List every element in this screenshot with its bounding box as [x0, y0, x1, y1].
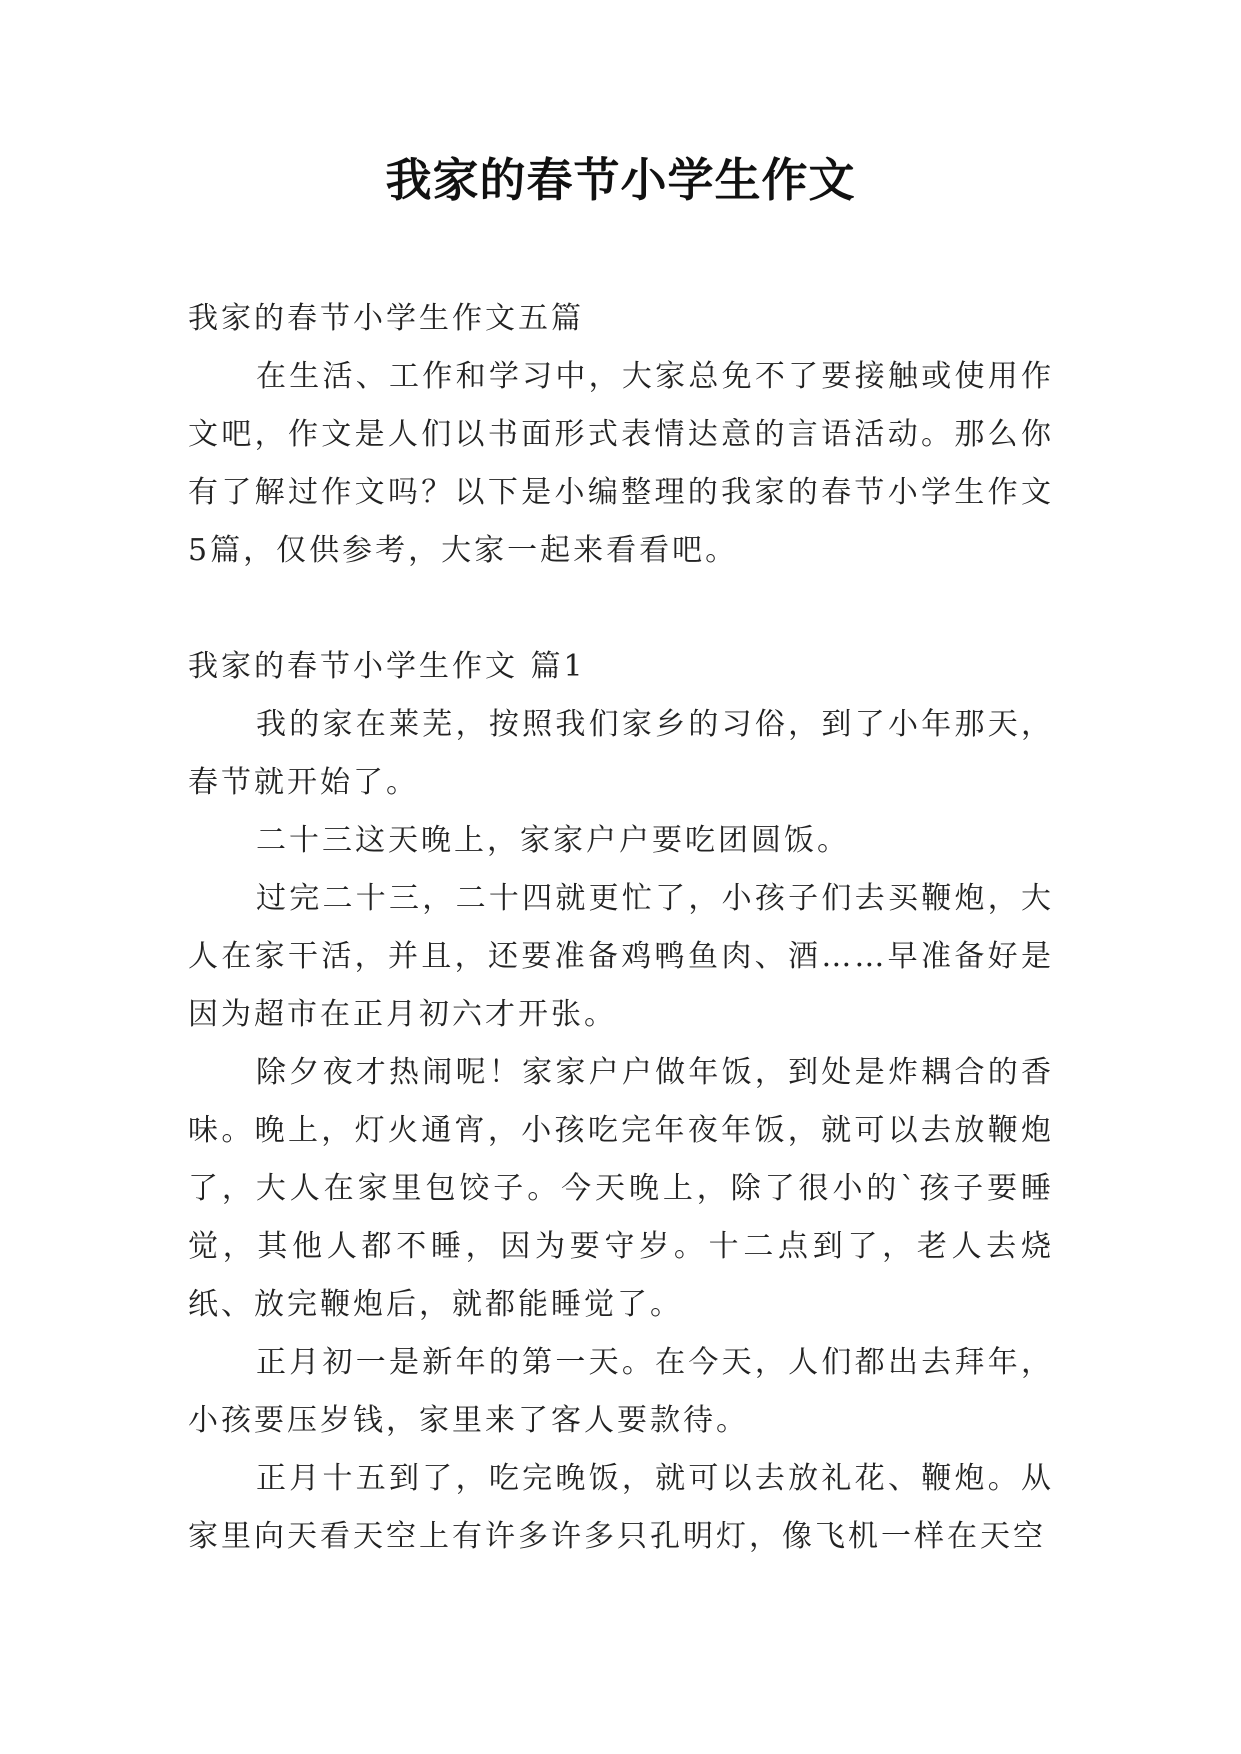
intro-paragraph: 在生活、工作和学习中，大家总免不了要接触或使用作文吧，作文是人们以书面形式表情达意的言语活动。那么你有了解过作文吗？以下是小编整理的我家的春节小学生作文5篇，仅供参考，大家一起来看看吧。 [188, 359, 1054, 568]
body-paragraph: 二十三这天晚上，家家户户要吃团圆饭。 [256, 823, 850, 858]
body-paragraph: 正月十五到了，吃完晚饭，就可以去放礼花、鞭炮。从家里向天看天空上有许多许多只孔明灯，像飞机一样在天空 [188, 1461, 1054, 1554]
section-heading: 我家的春节小学生作文 篇1 [188, 649, 586, 684]
document-subtitle: 我家的春节小学生作文五篇 [188, 301, 584, 336]
body-paragraph: 我的家在莱芜，按照我们家乡的习俗，到了小年那天，春节就开始了。 [188, 707, 1054, 800]
section-spacer [188, 580, 1054, 638]
document-title: 我家的春节小学生作文 [385, 153, 856, 207]
body-paragraph: 正月初一是新年的第一天。在今天，人们都出去拜年，小孩要压岁钱，家里来了客人要款待。 [188, 1345, 1054, 1438]
document-body [188, 290, 1054, 1566]
body-paragraph: 除夕夜才热闹呢！家家户户做年饭，到处是炸耦合的香味。晚上，灯火通宵，小孩吃完年夜年饭，就可以去放鞭炮了，大人在家里包饺子。今天晚上，除了很小的`孩子要睡觉，其他人都不睡，因为要守岁。十二点到了，老人去烧纸、放完鞭炮后，就都能睡觉了。 [188, 1055, 1054, 1322]
body-paragraph: 过完二十三，二十四就更忙了，小孩子们去买鞭炮，大人在家干活，并且，还要准备鸡鸭鱼肉、酒……早准备好是因为超市在正月初六才开张。 [188, 881, 1054, 1032]
